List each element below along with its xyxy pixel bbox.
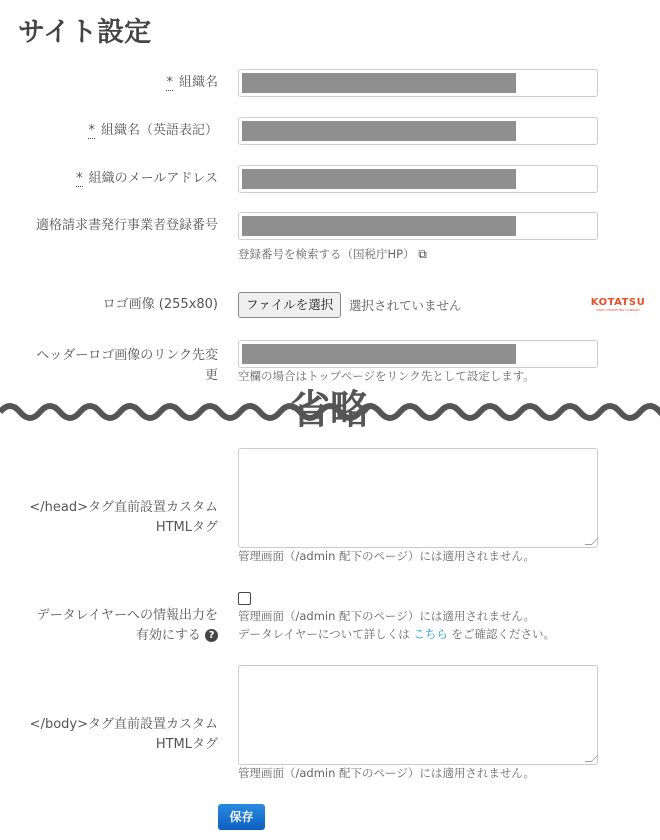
save-button[interactable]: 保存 (218, 804, 265, 830)
required-mark: * (166, 75, 173, 90)
body-tag-help: 管理画面（/admin 配下のページ）には適用されません。 (238, 766, 536, 780)
required-mark: * (76, 171, 83, 186)
required-mark: * (88, 123, 95, 138)
redacted-value (242, 169, 516, 189)
header-link-label: ヘッダーロゴ画像のリンク先変 更 (36, 348, 218, 383)
datalayer-label: データレイヤーへの情報出力を 有効にする ? (36, 608, 218, 643)
datalayer-help-1: 管理画面（/admin 配下のページ）には適用されません。 (238, 609, 536, 623)
invoice-number-label: 適格請求書発行事業者登録番号 (35, 218, 218, 233)
datalayer-help-2: データレイヤーについて詳しくは こちら をご確認ください。 (238, 627, 556, 641)
logo-sub: VIDEO MARKETING COMPANY (595, 308, 641, 312)
org-name-label: * 組織名 (166, 75, 218, 90)
datalayer-checkbox[interactable] (238, 592, 251, 605)
body-tag-label: </body>タグ直前設置カスタム HTMLタグ (29, 717, 218, 752)
head-tag-help: 管理画面（/admin 配下のページ）には適用されません。 (238, 549, 536, 563)
external-link-icon: ⧉ (418, 247, 427, 261)
invoice-number-input[interactable] (238, 212, 598, 240)
datalayer-info-link[interactable]: こちら (413, 627, 448, 641)
head-tag-label: </head>タグ直前設置カスタム HTMLタグ (29, 500, 218, 535)
page-title: サイト設定 (18, 17, 152, 48)
choose-file-button[interactable]: ファイルを選択 (238, 292, 341, 318)
logo-label: ロゴ画像 (255x80) (102, 297, 218, 312)
logo-preview (590, 297, 646, 312)
org-email-input[interactable] (238, 165, 598, 193)
redacted-value (242, 344, 516, 364)
head-tag-textarea[interactable] (238, 448, 598, 548)
redacted-value (242, 73, 516, 93)
org-email-label: * 組織のメールアドレス (76, 171, 218, 186)
header-link-help: 空欄の場合はトップページをリンク先として設定します。 (238, 369, 535, 383)
invoice-search-link[interactable]: 登録番号を検索する（国税庁HP） ⧉ (238, 247, 427, 261)
body-tag-textarea[interactable] (238, 665, 598, 765)
org-name-input[interactable] (238, 69, 598, 97)
org-name-en-input[interactable] (238, 117, 598, 145)
resize-handle[interactable] (585, 538, 599, 545)
header-link-input[interactable] (238, 340, 598, 368)
logo-text: KOTATSU (590, 297, 646, 308)
redacted-value (242, 121, 516, 141)
org-name-en-label: * 組織名（英語表記） (88, 123, 218, 138)
omitted-text: 省略 (290, 387, 370, 433)
file-status: 選択されていません (349, 298, 462, 313)
help-icon[interactable]: ? (205, 629, 218, 642)
resize-handle[interactable] (585, 755, 599, 762)
redacted-value (242, 216, 516, 236)
